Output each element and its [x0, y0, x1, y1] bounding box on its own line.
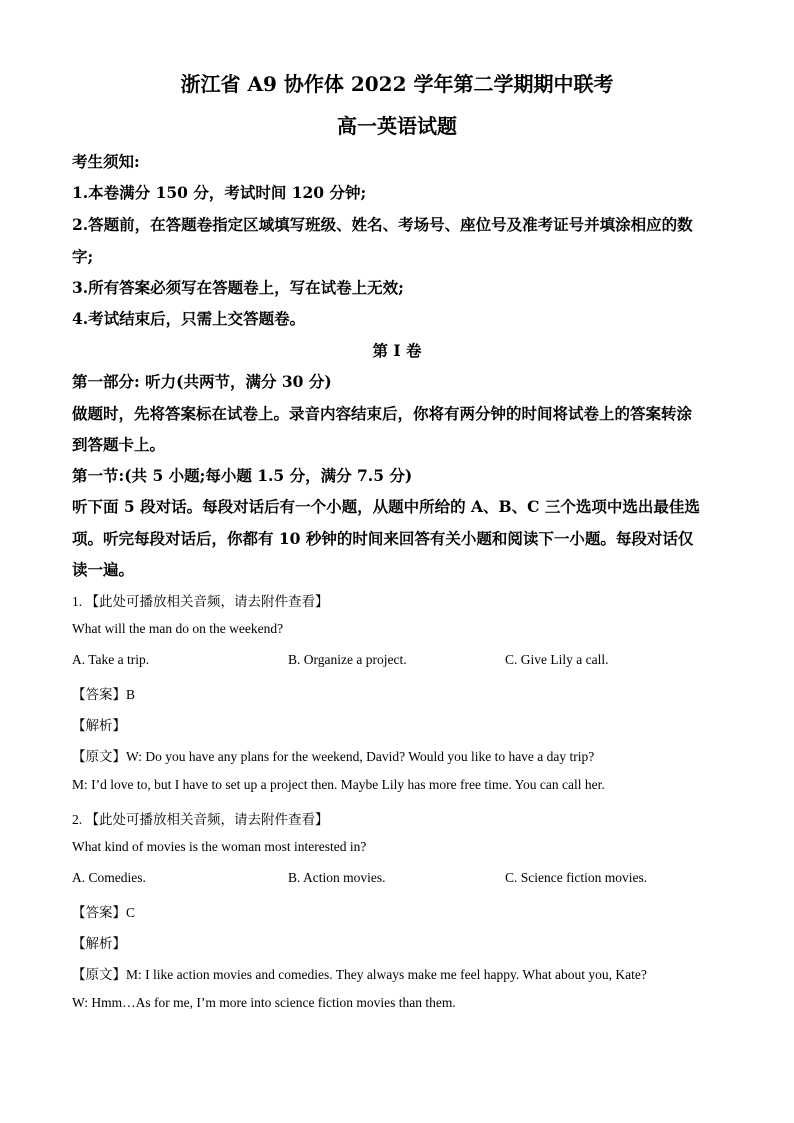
script-text: W: Do you have any plans for the weekend, David? Would you like to have a day trip? [126, 749, 595, 764]
question-1-audio[interactable]: 1. 【此处可播放相关音频，请去附件查看】 [72, 594, 329, 609]
notice-item-1: 1.本卷满分 150 分，考试时间 120 分钟; [72, 183, 367, 202]
notice-item-3: 3.所有答案必须写在答题卷上，写在试卷上无效; [72, 278, 404, 297]
question-1-answer [72, 683, 135, 703]
question-1-option-a: A. Take a trip. [72, 652, 150, 667]
notice-item-2-cont: 字; [72, 247, 94, 266]
section1-instruction: 听下面 5 段对话。每段对话后有一个小题，从题中所给的 A、B、C 三个选项中选出最佳选 [72, 497, 700, 516]
question-2-script-m [72, 963, 647, 983]
exam-title: 浙江省 A9 协作体 2022 学年第二学期期中联考 [180, 72, 614, 96]
section1-instruction-end: 读一遍。 [72, 560, 135, 579]
question-2-option-c: C. Science fiction movies. [505, 870, 648, 885]
part1-heading: 第一部分: 听力(共两节，满分 30 分) [72, 372, 332, 391]
notice-heading: 考生须知: [72, 152, 140, 171]
question-1-script-w [72, 745, 594, 765]
question-2-answer [72, 901, 135, 921]
question-1-script-m: M: I’d love to, but I have to set up a project then. Maybe Lily has more free time. You can call her. [72, 777, 605, 792]
answer-label: 【答案】 [72, 905, 126, 920]
answer-label: 【答案】 [72, 687, 126, 702]
script-label: 【原文】 [72, 967, 126, 982]
part1-intro-cont: 到答题卡上。 [72, 435, 166, 454]
exam-subtitle: 高一英语试题 [337, 114, 457, 138]
question-2-script-w: W: Hmm…As for me, I’m more into science fiction movies than them. [72, 995, 456, 1010]
question-2-stem: What kind of movies is the woman most interested in? [72, 839, 367, 854]
section1-instruction-cont: 项。听完每段对话后，你都有 10 秒钟的时间来回答有关小题和阅读下一小题。每段对话仅 [72, 529, 694, 548]
script-text: M: I like action movies and comedies. They always make me feel happy. What about you, Kate? [126, 967, 647, 982]
answer-value: B [126, 687, 136, 702]
question-1-option-b: B. Organize a project. [288, 652, 407, 667]
question-2-option-a: A. Comedies. [72, 870, 146, 885]
question-2-audio[interactable]: 2. 【此处可播放相关音频，请去附件查看】 [72, 812, 329, 827]
answer-value: C [126, 905, 136, 920]
part1-intro: 做题时，先将答案标在试卷上。录音内容结束后，你将有两分钟的时间将试卷上的答案转涂 [72, 404, 693, 423]
question-2-option-b: B. Action movies. [288, 870, 386, 885]
notice-item-2: 2.答题前，在答题卷指定区域填写班级、姓名、考场号、座位号及准考证号并填涂相应的数 [72, 215, 693, 234]
question-1-option-c: C. Give Lily a call. [505, 652, 609, 667]
volume-heading: 第 I 卷 [372, 341, 422, 360]
question-2-analysis: 【解析】 [72, 936, 126, 951]
question-1-analysis: 【解析】 [72, 718, 126, 733]
section1-heading: 第一节:(共 5 小题;每小题 1.5 分，满分 7.5 分) [72, 466, 413, 485]
notice-item-4: 4.考试结束后，只需上交答题卷。 [72, 309, 306, 328]
script-label: 【原文】 [72, 749, 126, 764]
question-1-stem: What will the man do on the weekend? [72, 621, 284, 636]
